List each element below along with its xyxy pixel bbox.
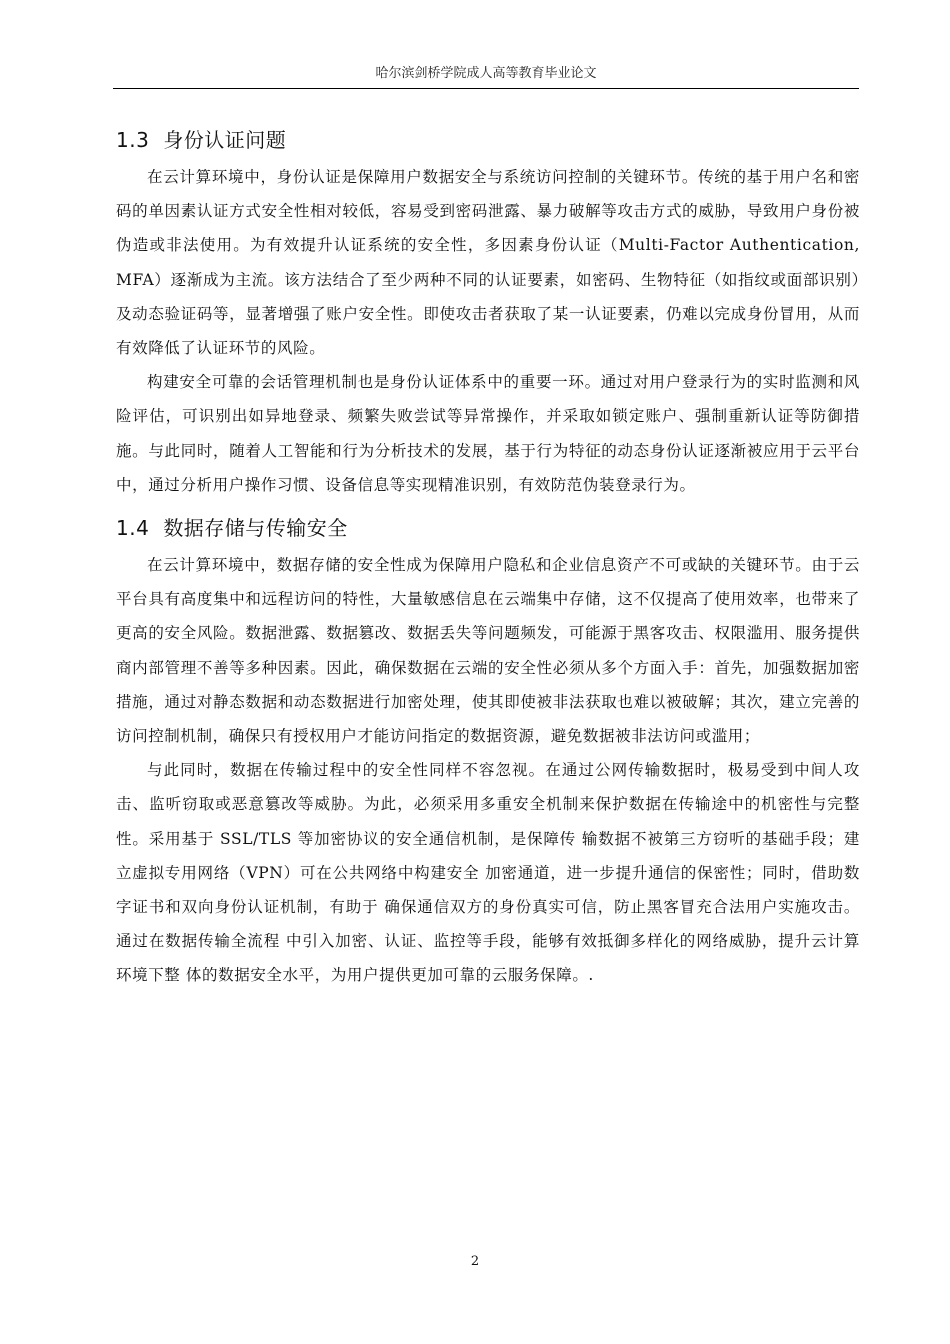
section-title: 身份认证问题 (163, 128, 287, 152)
section-1-3 (116, 120, 860, 502)
document-body (116, 120, 860, 993)
section-heading (116, 508, 860, 548)
section-number: 1.4 (116, 516, 150, 541)
paragraph: 在云计算环境中，身份认证是保障用户数据安全与系统访问控制的关键环节。传统的基于用户名和密码的单因素认证方式安全性相对较低，容易受到密码泄露、暴力破解等攻击方式的威胁，导致用户身份被伪造或非法使用。为有效提升认证系统的安全性，多因素身份认证（Multi-Factor Authentication, MFA）逐渐成为主流。该方法结合了至少两种不同的认证要素，如密码、生物特征（如指纹或面部识别）及动态验证码等，显著增强了账户安全性。即使攻击者获取了某一认证要素，仍难以完成身份冒用，从而有效降低了认证环节的风险。 (116, 168, 860, 358)
paragraph: 与此同时，数据在传输过程中的安全性同样不容忽视。在通过公网传输数据时，极易受到中间人攻击、监听窃取或恶意篡改等威胁。为此，必须采用多重安全机制来保护数据在传输途中的机密性与完整性。采用基于 SSL/TLS 等加密协议的安全通信机制，是保障传 输数据不被第三方窃听的基础手段；建立虚拟专用网络（VPN）可在公共网络中构建安全 加密通道，进一步提升通信的保密性；同时，借助数字证书和双向身份认证机制，有助于 确保通信双方的身份真实可信，防止黑客冒充合法用户实施攻击。通过在数据传输全流程 中引入加密、认证、监控等手段，能够有效抵御多样化的网络威胁，提升云计算环境下整 体的数据安全水平，为用户提供更加可靠的云服务保障。. (116, 761, 860, 985)
page-number: 2 (470, 1254, 480, 1269)
section-1-4 (116, 508, 860, 993)
section-title: 数据存储与传输安全 (163, 516, 348, 541)
header-divider (113, 88, 859, 89)
page-header: 哈尔滨剑桥学院成人高等教育毕业论文 (375, 66, 597, 81)
paragraph: 在云计算环境中，数据存储的安全性成为保障用户隐私和企业信息资产不可或缺的关键环节。由于云平台具有高度集中和远程访问的特性，大量敏感信息在云端集中存储，这不仅提高了使用效率，也带来了更高的安全风险。数据泄露、数据篡改、数据丢失等问题频发，可能源于黑客攻击、权限滥用、服务提供商内部管理不善等多种因素。因此，确保数据在云端的安全性必须从多个方面入手：首先，加强数据加密措施，通过对静态数据和动态数据进行加密处理，使其即使被非法获取也难以被破解；其次，建立完善的访问控制机制，确保只有授权用户才能访问指定的数据资源，避免数据被非法访问或滥用； (116, 556, 860, 746)
paragraph: 构建安全可靠的会话管理机制也是身份认证体系中的重要一环。通过对用户登录行为的实时监测和风险评估，可识别出如异地登录、频繁失败尝试等异常操作，并采取如锁定账户、强制重新认证等防御措施。与此同时，随着人工智能和行为分析技术的发展，基于行为特征的动态身份认证逐渐被应用于云平台中，通过分析用户操作习惯、设备信息等实现精准识别，有效防范伪装登录行为。 (116, 373, 860, 494)
section-heading (116, 120, 860, 160)
section-number: 1.3 (116, 128, 150, 152)
